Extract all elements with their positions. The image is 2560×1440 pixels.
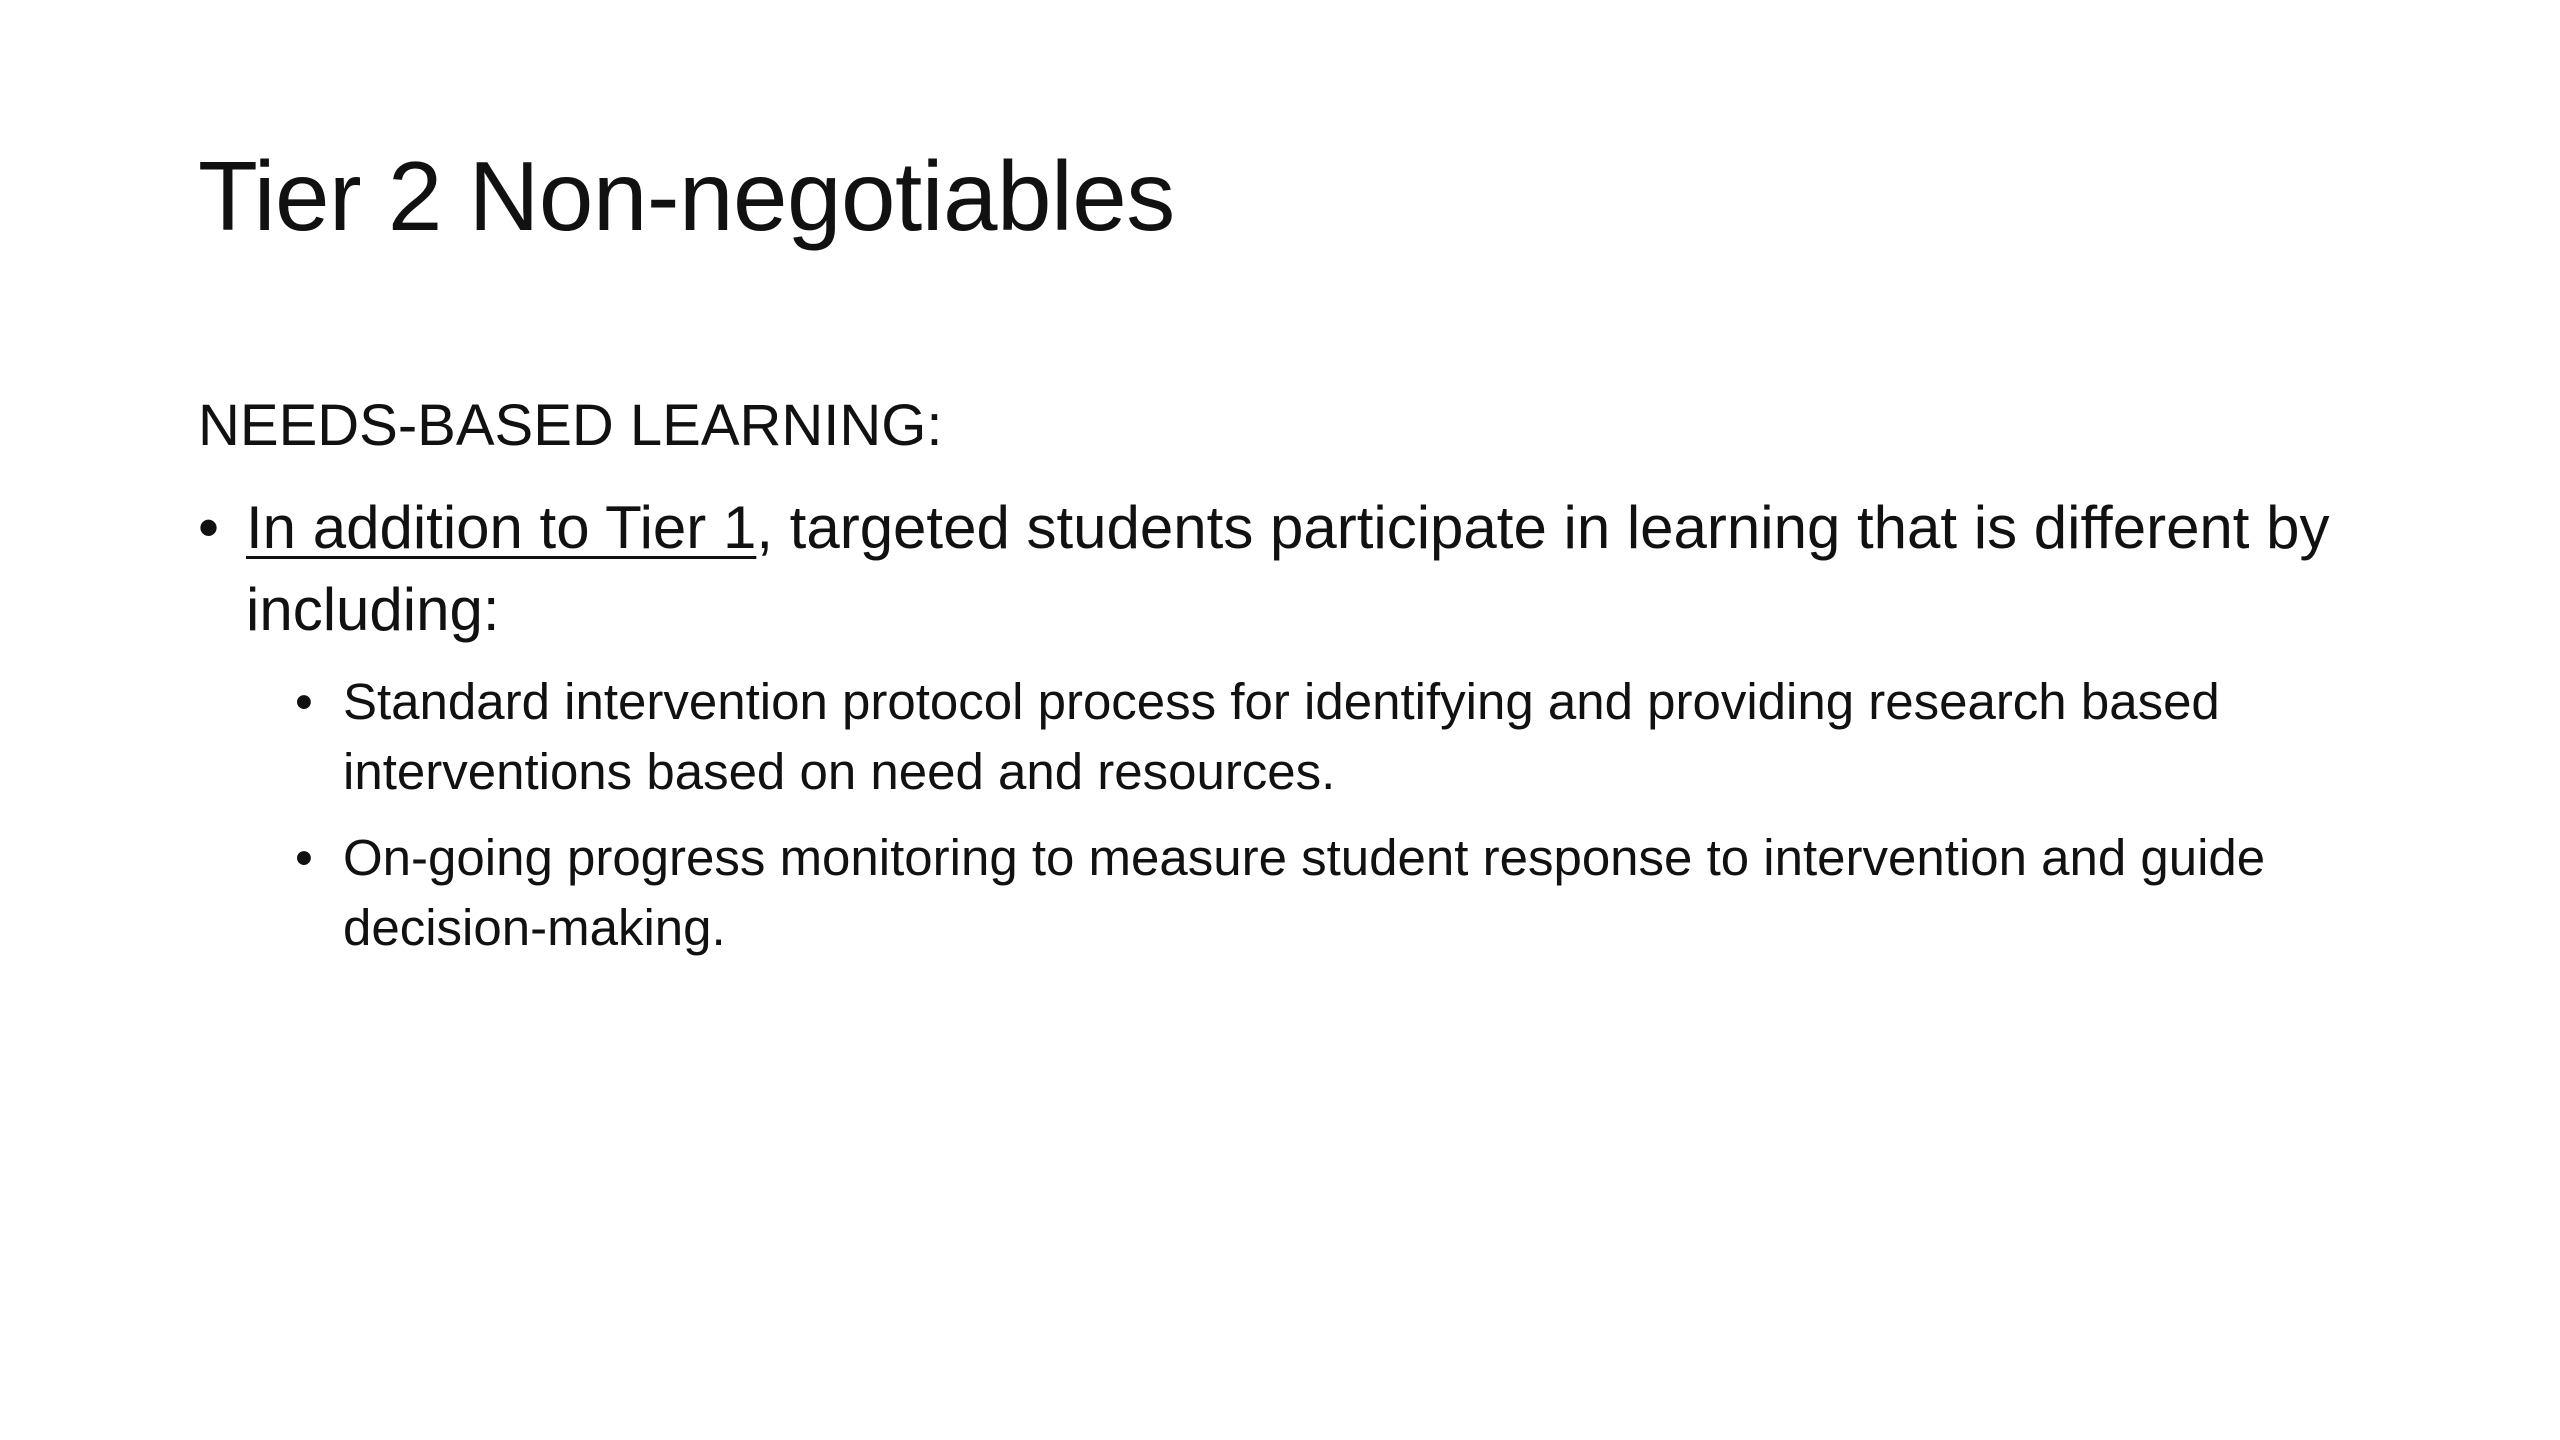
underlined-phrase: In addition to Tier 1 xyxy=(246,493,757,561)
sub-bullet-text: On-going progress monitoring to measure student response to intervention and guide decision-making. xyxy=(343,828,2266,956)
bullet-dot: • xyxy=(295,828,313,886)
section-heading: NEEDS-BASED LEARNING: xyxy=(198,393,943,458)
slide-title: Tier 2 Non-negotiables xyxy=(198,141,1175,251)
slide-body xyxy=(198,390,2378,979)
sub-bullet-list xyxy=(198,667,2378,963)
sub-bullet xyxy=(295,667,2378,807)
main-bullet-text: , targeted students participate in learning that is different by including: xyxy=(246,493,2330,643)
bullet-dot: • xyxy=(198,493,220,561)
sub-bullet xyxy=(295,823,2378,963)
bullet-dot: • xyxy=(295,672,313,730)
main-bullet xyxy=(198,487,2378,651)
sub-bullet-text: Standard intervention protocol process for identifying and providing research based interventions based on need and resources. xyxy=(343,672,2220,800)
